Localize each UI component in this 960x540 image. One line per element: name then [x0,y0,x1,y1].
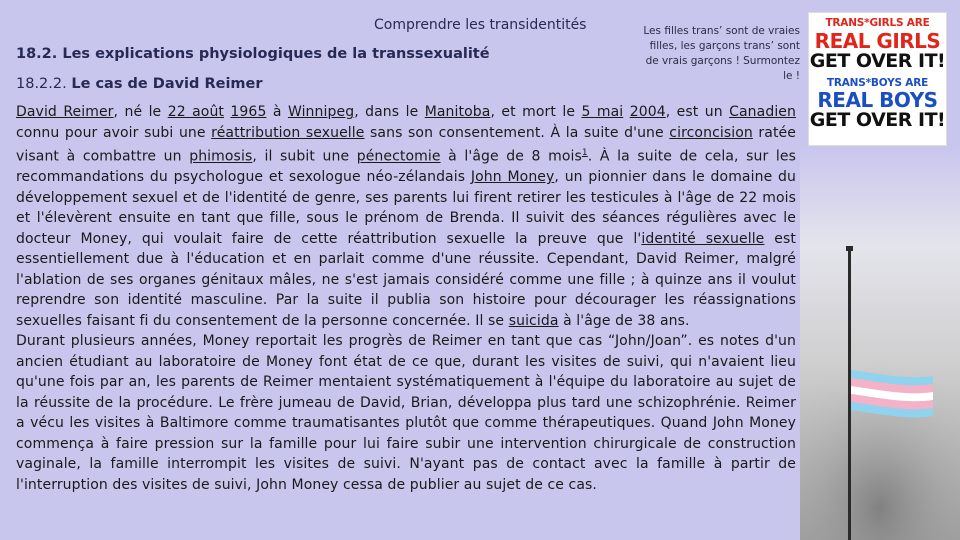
flag-pole-cap [846,246,853,251]
wiki-link[interactable]: suicida [508,312,559,329]
wiki-link[interactable]: Canadien [729,104,796,120]
text-segment: , est un [665,104,730,120]
sign-line-6: GET OVER IT! [809,109,946,131]
text-segment: sans son consentement. À la suite d'une [364,124,670,141]
flag-pole [848,250,851,540]
text-segment: à l'âge de 8 mois [440,148,582,165]
wiki-link[interactable]: John Money [470,169,555,186]
subsection-heading [16,76,263,92]
sign-line-2: REAL GIRLS [814,28,941,53]
wiki-link[interactable]: Winnipeg [287,104,355,120]
paragraph-1 [16,102,796,331]
text-segment: , il subit une [252,148,357,165]
text-segment: ratée visant à combattre un [16,124,796,165]
wiki-link[interactable]: 1965 [230,104,267,120]
wiki-link[interactable]: David Reimer [16,104,114,120]
text-segment: à [266,104,288,120]
text-segment: à l'âge de 38 ans. [558,312,690,329]
sign-line-5: REAL BOYS [817,88,938,112]
footnote-ref[interactable]: 1 [581,148,588,158]
wiki-link[interactable]: Manitoba [424,104,491,120]
text-segment: , et mort le [490,104,582,120]
wiki-link[interactable]: réattribution sexuelle [211,124,365,141]
sign-line-1: TRANS*GIRLS ARE [825,17,930,29]
wiki-link[interactable]: 2004 [629,104,666,120]
subsection-number: 18.2.2. [16,76,72,92]
wiki-link[interactable]: 22 août [167,104,225,120]
smoke-shading [800,328,960,540]
sign-line-3: GET OVER IT! [809,49,946,72]
text-segment: . À la suite de cela, sur les recommandations du psychologue et sexologue néo-zélandais [16,148,796,186]
text-segment: connu pour avoir subi une [16,124,212,141]
trans-sign-image [808,12,947,146]
wiki-link[interactable]: circoncision [669,124,753,141]
wiki-link[interactable]: pénectomie [356,148,441,165]
wiki-link[interactable]: identité sexuelle [641,230,765,247]
text-segment: , né le [113,104,168,120]
wiki-link[interactable]: phimosis [189,148,253,165]
text-segment: est essentiellement due à l'éducation et en parlait comme d'une réussite. Cependant, David Reimer, malgré l'ablation de ses organes génitaux mâles, ne s'est jamais considéré comme une fille ; à quinze ans il voulut reprendre son identité masculine. Par la suite il publia son histoire pour décourager les réassignations sexuelles faisant fi du consentement de la personne concernée. Il se [16,230,796,329]
text-segment: , dans le [354,104,425,120]
section-heading: 18.2. Les explications physiologiques de la transsexualité [16,46,490,62]
wiki-link[interactable]: 5 mai [581,104,624,120]
side-note: Les filles trans’ sont de vraies filles, les garçons trans’ sont de vrais garçons ! Surmontez le ! [643,25,800,82]
article-body [16,102,796,495]
subsection-title: Le cas de David Reimer [71,76,263,92]
text-segment: , un pionnier dans le domaine du développement sexuel et de l'identité de genre, ses parents lui firent retirer les testicules à l'âge de 22 mois et l'élevèrent ensuite en tant que fille, sous le prénom de Brenda. Il suivit des séances régulières avec le docteur Money, qui voulait faire de cette réattribution sexuelle la preuve que l' [16,169,796,247]
half-mast-flag-photo [800,148,960,540]
sign-line-4: TRANS*BOYS ARE [826,76,929,89]
paragraph-2: Durant plusieurs années, Money reportait les progrès de Reimer en tant que cas “John/Joan”. es notes d'un ancien étudiant au laboratoire de Money font état de ce que, durant les visites de suivi, qui n'avaient lieu qu'une fois par an, les parents de Reimer mentaient systématiquement à l'équipe du laboratoire au sujet de la réussite de la procédure. Le frère jumeau de David, Brian, développa plus tard une schizophrénie. Reimer a vécu les visites à Baltimore comme traumatisantes plutôt que comme thérapeutiques. Quand John Money commença à faire pression sur la famille pour lui faire subir une intervention chirurgicale de construction vaginale, la famille interrompit les visites de suivi. N'ayant pas de contact avec la famille à partir de l'interruption des visites de suivi, John Money cessa de publier au sujet de ce cas. [16,333,796,493]
slide-top-title: Comprendre les transidentités [374,17,587,33]
